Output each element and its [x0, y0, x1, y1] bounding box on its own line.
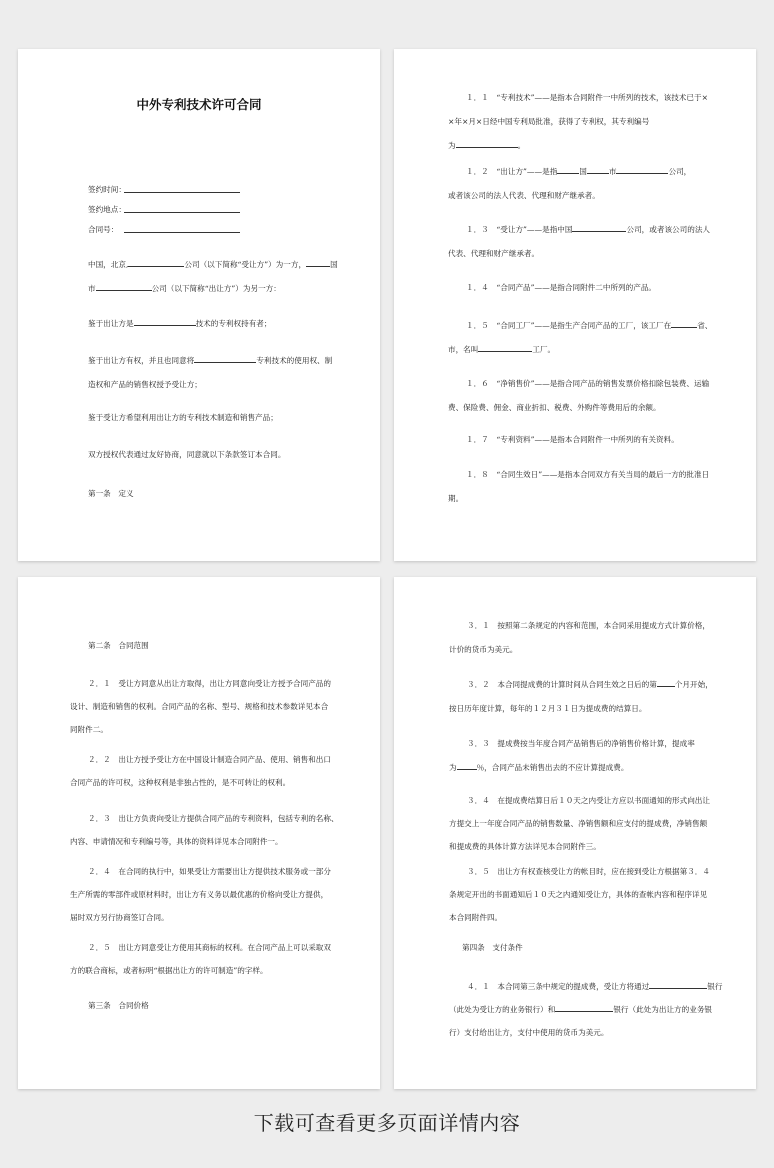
clause-2-1: ２．１ 受让方同意从出让方取得，出让方同意向受让方授予合同产品的 设计、制造和销售的权利。合同产品的名称、型号、规格和技术参数详见本合 同附件二。: [70, 679, 331, 734]
definition-1-3: １．３ “受让方”——是指中国 公司，或者该公司的法人 代表、代理和财产继承者。: [448, 225, 711, 258]
clause-3-4: ３．４ 在提成费结算日后１０天之内受让方应以书面通知的形式向出让 方提交上一年度合同产品的销售数量、净销售额和应支付的提成费，净销售额 和提成费的具体计算方法详见本合同附件三。: [449, 796, 710, 851]
whereas-2: 鉴于出让方有权，并且也同意将 专利技术的使用权、制 造权和产品的销售权授予受让方；: [88, 356, 333, 389]
clause-3-3: ３．３ 提成费按当年度合同产品销售后的净销售价格计算，提成率 为 ％，合同产品未销售出去的不应计算提成费。: [449, 739, 695, 772]
download-more-link[interactable]: 下载可查看更多页面详情内容: [253, 1111, 521, 1135]
definition-1-5: １．５ “合同工厂”——是指生产合同产品的工厂，该工厂在 省、 市，名叫 工厂。: [448, 321, 713, 354]
definition-1-8: １．８ “合同生效日”——是指本合同双方有关当局的最后一方的批准日 期。: [448, 470, 710, 503]
article-1-heading: 第一条 定义: [88, 489, 134, 498]
clause-2-5: ２．５ 出让方同意受让方使用其商标的权利。在合同产品上可以采取双 方的联合商标，或者标明“根据出让方的许可制造”的字样。: [70, 943, 331, 975]
definition-1-1: １．１ “专利技术”——是指本合同附件一中所列的技术，该技术已于× ×年×月×日经中国专利局批准，获得了专利权，其专利编号 为 。: [448, 93, 708, 150]
parties-paragraph: 中国，北京, 公司（以下简称“受让方”）为一方， 国 市 公司（以下简称“出让方”）为另一方：: [88, 260, 338, 293]
article-3-heading: 第三条 合同价格: [88, 1001, 149, 1010]
contract-no-field: [124, 232, 240, 233]
clause-4-1: ４．１ 本合同第三条中规定的提成费，受让方将通过 银行 （此处为受让方的业务银行）和 银行（此处为出让方的业务银 行）支付给出让方，支付中使用的货币为美元。: [449, 982, 723, 1037]
contract-no-label: 合同号：: [88, 225, 119, 234]
clause-2-2: ２．２ 出让方授予受让方在中国设计制造合同产品、使用、销售和出口 合同产品的许可权，这种权利是非独占性的，是不可转让的权利。: [70, 755, 331, 787]
sign-time-label: 签约时间：: [88, 185, 126, 194]
whereas-1: 鉴于出让方是 技术的专利权持有者；: [88, 319, 272, 328]
clause-2-3: ２．３ 出让方负责向受让方提供合同产品的专利资料，包括专利的名称、 内容、申请情况和专利编号等，具体的资料详见本合同附件一。: [70, 814, 339, 846]
whereas-3: 鉴于受让方希望利用出让方的专利技术制造和销售产品；: [88, 413, 278, 422]
sign-time-field: [124, 192, 240, 193]
definition-1-2: １．２ “出让方”——是指 国 市 公司， 或者该公司的法人代表、代理和财产继承者。: [448, 167, 692, 200]
sign-place-label: 签约地点：: [88, 205, 126, 214]
document-title: 中外专利技术许可合同: [136, 97, 262, 112]
clause-3-2: ３．２ 本合同提成费的计算时间从合同生效之日后的第 个月开始， 按日历年度计算，每年的１２月３１日为提成费的结算日。: [449, 680, 713, 713]
document-page-1: [18, 49, 380, 561]
document-page-2: [394, 49, 756, 561]
sign-place-field: [124, 212, 240, 213]
clause-3-5: ３．５ 出让方有权查核受让方的帐目时，应在接到受让方根据第３．４ 条规定开出的书面通知后１０天之内通知受让方，具体的查帐内容和程序详见 本合同附件四。: [449, 867, 710, 922]
clause-2-4: ２．４ 在合同的执行中，如果受让方需要出让方提供技术服务或一部分 生产所需的零部件或原材料时，出让方有义务以最优惠的价格向受让方提供， 届时双方另行协商签订合同。: [70, 867, 331, 922]
document-page-3: [18, 577, 380, 1089]
article-4-heading: 第四条 支付条件: [462, 943, 523, 952]
definition-1-6: １．６ “净销售价”——是指合同产品的销售发票价格扣除包装费、运输 费、保险费、佣金、商业折扣、税费、外购件等费用后的余额。: [448, 379, 710, 412]
document-page-4: [394, 577, 756, 1089]
agreement-statement: 双方授权代表通过友好协商，同意就以下条款签订本合同。: [88, 450, 286, 459]
definition-1-7: １．７ “专利资料”——是指本合同附件一中所列的有关资料。: [466, 435, 679, 444]
article-2-heading: 第二条 合同范围: [88, 641, 149, 650]
clause-3-1: ３．１ 按照第二条规定的内容和范围，本合同采用提成方式计算价格， 计价的货币为美元。: [449, 621, 710, 654]
definition-1-4: １．４ “合同产品”——是指合同附件二中所列的产品。: [466, 283, 657, 292]
